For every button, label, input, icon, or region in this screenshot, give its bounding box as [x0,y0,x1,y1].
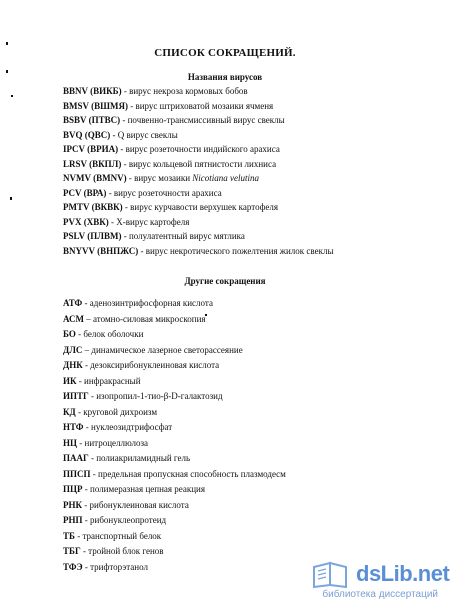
scan-speck [11,95,13,97]
abbreviation-definition: - вирус розеточности индийского арахиса [118,144,280,154]
abbreviation-definition: - Х-вирус картофеля [108,216,190,227]
abbreviation-entry [63,562,148,573]
abbreviation-term: PSLV (ПЛВМ) [63,231,122,241]
scan-speck [10,197,12,200]
abbreviation-term: ДНК [63,360,83,370]
abbreviation-term: BVQ (QBC) [63,129,111,140]
abbreviation-term: БО [63,329,76,339]
abbreviation-term: ТФЭ [63,561,83,572]
abbreviation-entry [63,202,278,213]
abbreviation-definition: - круговой дихроизм [75,406,158,417]
dslib-logo-icon [310,559,354,589]
abbreviation-term: IPCV (ВРИА) [63,144,119,154]
abbreviation-entry [63,376,141,387]
abbreviation-definition: - вирус курчавости верхушек картофеля [122,202,279,212]
abbreviation-definition: - предельная пропускная способность плазмодесм [90,468,286,479]
abbreviation-entry [63,531,161,542]
abbreviation-term: ТБГ [63,546,81,556]
abbreviation-entry [63,345,243,356]
abbreviation-definition: - вирус штриховатой мозаики ячменя [127,100,274,111]
abbreviation-definition: - полимеразная цепная реакция [82,484,206,494]
abbreviation-term: РНК [63,499,83,510]
abbreviation-definition: - транспортный белок [74,530,162,541]
abbreviation-definition: - вирус мозаики [126,173,193,183]
abbreviation-term: АСМ [63,313,85,324]
abbreviation-term: NVMV (BMNV) [63,173,127,183]
watermark-subtitle: библиотека диссертаций [322,589,438,600]
abbreviation-entry [63,407,157,418]
abbreviation-term: НТФ [63,422,84,432]
abbreviation-entry [63,453,190,464]
abbreviation-term: BBNV (ВИКБ) [63,86,122,96]
abbreviation-term: ППСП [63,468,91,479]
abbreviation-entry [63,515,166,526]
scan-speck [6,42,8,45]
abbreviation-term: АТФ [63,298,83,308]
abbreviation-definition: - нуклеозидтрифосфат [83,422,173,432]
abbreviation-definition: - вирус некротического пожелтения жилок свеклы [138,245,334,256]
abbreviation-entry [63,115,285,126]
abbreviation-definition: - полулатентный вирус мятлика [121,231,245,241]
abbreviation-entry [63,438,148,449]
page-title: СПИСОК СОКРАЩЕНИЙ. [154,47,296,59]
abbreviation-definition: - тройной блок генов [80,546,164,556]
abbreviation-definition: - Q вирус свеклы [110,129,178,140]
other-section-heading: Другие сокращения [184,276,266,286]
abbreviation-entry [63,298,213,309]
abbreviation-term: РНП [63,515,83,525]
abbreviation-definition: - изопропил-1-тио-β-D-галактозид [88,391,223,401]
abbreviation-term: ПААГ [63,453,89,463]
abbreviation-entry [63,86,248,97]
abbreviation-definition: – атомно-силовая микроскопия [84,313,206,324]
abbreviation-entry [63,217,189,228]
abbreviation-term: КД [63,406,76,417]
abbreviation-entry [63,500,189,511]
abbreviation-entry [63,391,223,402]
abbreviation-term: BSBV (ПТВС) [63,115,121,125]
abbreviation-entry [63,231,245,242]
abbreviation-entry [63,159,276,170]
abbreviation-entry [63,144,280,155]
virus-section-heading: Названия вирусов [187,72,263,82]
abbreviation-term: BNYVV (ВНПЖС) [63,245,139,256]
abbreviation-entry [63,360,219,371]
abbreviation-entry [63,130,178,141]
abbreviation-term: PMTV (ВКВК) [63,202,123,212]
abbreviation-entry [63,546,164,557]
abbreviation-definition: - почвенно-трансмиссивный вирус свеклы [120,115,285,125]
abbreviation-definition: - аденозинтрифосфорная кислота [82,298,213,308]
watermark-name: dsLib.net [356,561,450,586]
abbreviation-term: ТБ [63,530,75,541]
abbreviation-definition: - вирус кольцевой пятнистости лихниса [121,158,277,169]
abbreviation-definition: - белок оболочки [75,329,144,339]
abbreviation-term: BMSV (ВШМЯ) [63,100,128,111]
abbreviation-term: ИПТГ [63,391,89,401]
abbreviation-entry [63,422,172,433]
abbreviation-term: НЦ [63,437,78,448]
abbreviation-entry [63,246,334,257]
abbreviation-entry [63,101,273,112]
abbreviation-definition: - вирус розеточности арахиса [106,187,222,198]
abbreviation-definition: - рибонуклеопротеид [82,515,167,525]
abbreviation-term: ДЛС [63,344,83,355]
abbreviation-definition-italic: Nicotiana velutina [192,173,260,183]
abbreviation-term: PCV (ВРА) [63,187,107,198]
abbreviation-term: ПЦР [63,484,83,494]
dslib-watermark [310,559,450,603]
abbreviation-definition: – динамическое лазерное светорассеяние [82,344,243,355]
abbreviation-definition: - нитроцеллюлоза [77,437,149,448]
abbreviation-term: ИК [63,375,77,386]
abbreviation-entry [63,188,222,199]
abbreviation-definition: - трифторэтанол [82,561,148,572]
abbreviation-definition: - вирус некроза кормовых бобов [121,86,248,96]
abbreviation-definition: - рибонуклеиновая кислота [82,499,189,510]
abbreviation-entry [63,484,205,495]
abbreviation-entry [63,329,143,340]
abbreviation-definition: - полиакриламидный гель [88,453,191,463]
abbreviation-entry [63,314,206,325]
abbreviation-entry [63,173,259,184]
abbreviation-term: LRSV (ВКПЛ) [63,158,122,169]
abbreviation-term: PVX (ХВК) [63,216,109,227]
abbreviation-entry [63,469,286,480]
abbreviation-definition: - инфракрасный [76,375,141,386]
abbreviation-definition: - дезоксирибонуклеиновая кислота [82,360,220,370]
